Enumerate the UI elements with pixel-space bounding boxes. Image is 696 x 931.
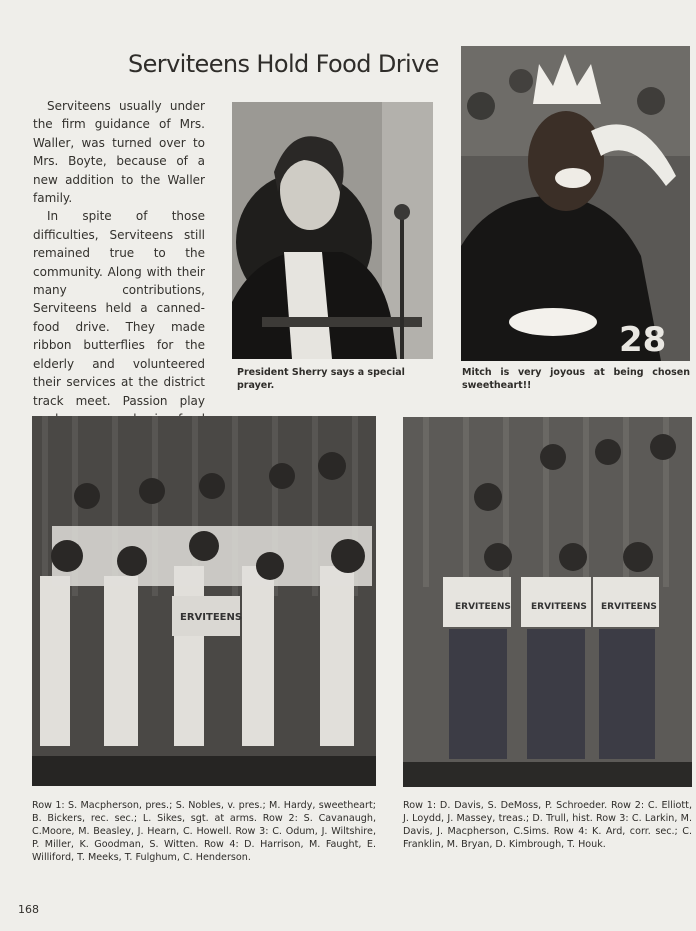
caption-mitch: Mitch is very joyous at being chosen sweetheart!! (462, 367, 690, 391)
intro-paragraph: In spite of those difficulties, Serviteens still remained true to the community. Along with their many contributions, Serviteens held a canned-food drive. They made ribbon butterflies for the elderly and volunteered their services at the district track meet. Passion play (33, 209, 205, 408)
intro-paragraph: Serviteens usually under the firm guidance of Mrs. Waller, was turned over to Mrs. Boyte, because of a new addition to the Waller family. (33, 99, 205, 206)
shirt-text: ERVITEENS (180, 612, 243, 623)
photo-mitch (461, 46, 690, 361)
caption-sherry: President Sherry says a special prayer. (237, 367, 405, 391)
photo-group-left-image (32, 416, 376, 786)
photo-sherry (232, 102, 433, 359)
shirt-text: ERVITEENS (455, 602, 511, 612)
intro-text (33, 97, 205, 447)
shirt-text: ERVITEENS (531, 602, 587, 612)
page-title: Serviteens Hold Food Drive (128, 50, 439, 78)
photo-sherry-image (232, 102, 433, 359)
photo-group-right (403, 417, 692, 787)
caption-group-left: Row 1: S. Macpherson, pres.; S. Nobles, v. pres.; M. Hardy, sweetheart; B. Bickers, rec. sec.; L. Sikes, sgt. at arms. Row 2: S. Cavanaugh, C.Moore, M. Beasley, J. Hearn, C. Howell. Row 3: C. Odum, J. Wiltshire, P. Miller, K. Goodman, S. Witten. Row 4: D. Harrison, M. Faught, E. Williford, T. Meeks, T. Fulghum, C. Henderson. (32, 800, 376, 863)
caption-group-right: Row 1: D. Davis, S. DeMoss, P. Schroeder. Row 2: C. Elliott, J. Loydd, J. Massey, treas.; D. Trull, hist. Row 3: C. Larkin, M. Davis, J. Macpherson, C.Sims. Row 4: K. Ard, corr. sec.; C. Franklin, M. Bryan, D. Kimbrough, T. Houk. (403, 800, 692, 850)
shirt-text: ERVITEENS (601, 602, 657, 612)
photo-group-right-image (403, 417, 692, 787)
mitch-shirt-number: 28 (619, 320, 667, 360)
photo-group-left (32, 416, 376, 786)
photo-mitch-image (461, 46, 690, 361)
page-number: 168 (18, 903, 39, 916)
